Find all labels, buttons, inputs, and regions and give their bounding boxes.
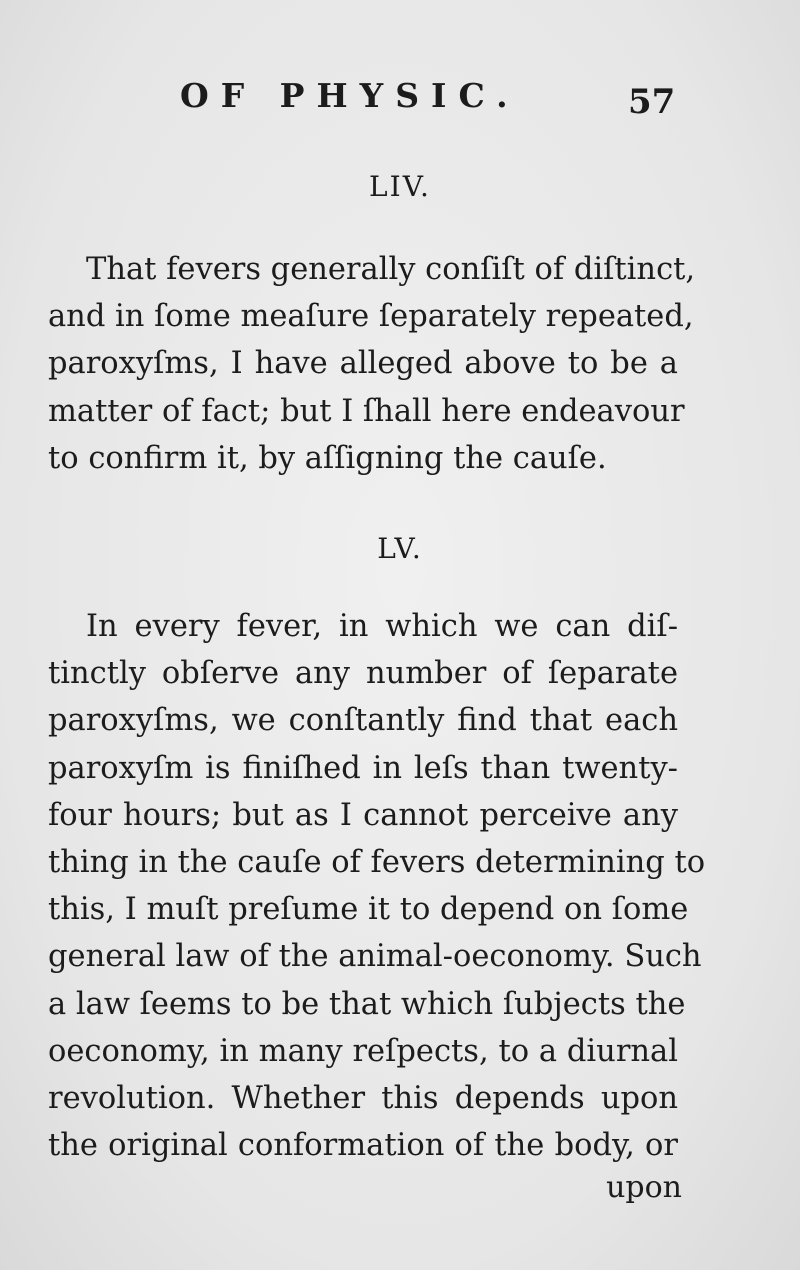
- text-line: to confirm it, by aſſigning the cauſe.: [48, 440, 607, 476]
- paragraph-liv: [48, 246, 696, 482]
- paragraph-lv: [48, 603, 706, 1169]
- text-line: this, I muſt preſume it to depend on ſome: [48, 892, 689, 928]
- text-line: tinctly obſerve any number of ſeparate: [48, 656, 678, 692]
- catchword: upon: [606, 1170, 682, 1205]
- text-line: matter of fact; but I ſhall here endeavour: [48, 393, 685, 429]
- text-line: In every fever, in which we can diſ-: [86, 609, 678, 644]
- text-line: paroxyſm is finiſhed in leſs than twenty-: [48, 750, 678, 786]
- text-line: revolution. Whether this depends upon: [48, 1081, 678, 1117]
- text-line: four hours; but as I cannot perceive any: [48, 797, 678, 833]
- text-line: the original conformation of the body, or: [48, 1128, 678, 1164]
- section-heading-lv: LV.: [377, 532, 423, 565]
- text-line: a law ſeems to be that which ſubjects the: [48, 986, 686, 1022]
- text-line: That fevers generally conſiſt of diſtinct,: [86, 252, 696, 287]
- text-line: oeconomy, in many reſpects, to a diurnal: [48, 1033, 678, 1069]
- section-heading-liv: LIV.: [369, 170, 431, 203]
- text-line: paroxyſms, I have alleged above to be a: [48, 346, 678, 382]
- text-line: paroxyſms, we conſtantly find that each: [48, 703, 678, 739]
- running-head: [0, 72, 800, 122]
- running-title: OF PHYSIC.: [180, 76, 520, 115]
- text-line: general law of the animal-oeconomy. Such: [48, 939, 702, 975]
- text-line: thing in the cauſe of fevers determining to: [48, 845, 706, 881]
- page-number: 57: [628, 82, 676, 122]
- text-line: and in ſome meaſure ſeparately repeated,: [48, 299, 694, 335]
